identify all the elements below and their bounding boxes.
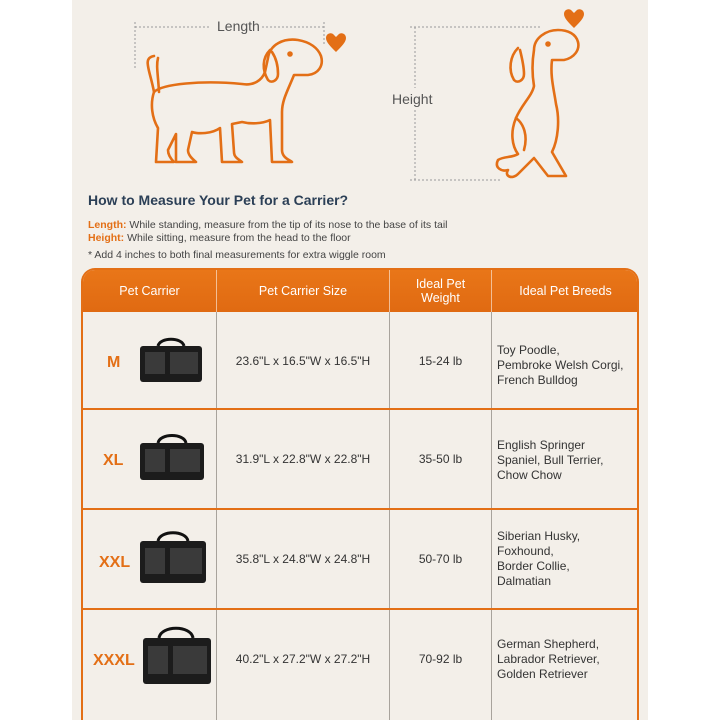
size-guide-card — [72, 0, 648, 720]
heart-icon — [326, 33, 346, 52]
header-ideal-breeds: Ideal Pet Breeds — [519, 284, 612, 298]
breed-item: Spaniel, Bull Terrier, — [497, 453, 604, 467]
breed-item: English Springer — [497, 438, 586, 452]
length-instruction — [88, 219, 448, 231]
measurement-diagram — [72, 0, 648, 190]
size-table — [81, 268, 639, 720]
breed-item: French Bulldog — [497, 373, 578, 387]
ideal-weight: 15-24 lb — [418, 354, 463, 368]
height-instruction — [88, 232, 351, 244]
column-divider — [389, 270, 390, 312]
carrier-image — [136, 430, 208, 482]
ideal-weight: 35-50 lb — [418, 452, 463, 466]
carrier-size: 31.9"L x 22.8"W x 22.8"H — [235, 452, 371, 466]
column-divider — [216, 270, 217, 312]
length-label: Length — [217, 18, 260, 34]
length-term: Length: — [88, 219, 127, 231]
heart-icon — [564, 9, 584, 28]
header-carrier-size: Pet Carrier Size — [258, 284, 348, 298]
breed-item: Foxhound, — [497, 544, 554, 558]
breed-item: Siberian Husky, — [497, 529, 581, 543]
header-ideal-weight-line1: Ideal Pet — [415, 277, 466, 291]
size-label: XXL — [99, 554, 131, 571]
ideal-breeds — [497, 637, 600, 682]
standing-dog-icon — [148, 40, 322, 162]
size-label: XL — [103, 452, 124, 469]
table-row — [83, 410, 637, 508]
size-label: M — [107, 354, 121, 371]
ideal-weight: 50-70 lb — [418, 552, 463, 566]
height-label: Height — [392, 91, 433, 107]
ideal-weight: 70-92 lb — [418, 652, 463, 666]
breed-item: German Shepherd, — [497, 637, 600, 651]
guide-title: How to Measure Your Pet for a Carrier? — [88, 192, 349, 208]
table-row — [83, 312, 637, 408]
breed-item: Dalmatian — [497, 574, 552, 588]
carrier-size: 35.8"L x 24.8"W x 24.8"H — [235, 552, 371, 566]
column-divider — [491, 270, 492, 312]
carrier-image — [139, 622, 215, 686]
sitting-dog-icon — [497, 30, 578, 177]
ideal-breeds — [497, 438, 604, 483]
table-row — [83, 510, 637, 608]
breed-item: Toy Poodle, — [497, 343, 560, 357]
size-label: XXXL — [93, 652, 135, 669]
carrier-image — [136, 527, 210, 585]
table-row — [83, 610, 637, 720]
header-ideal-weight-line2: Weight — [421, 291, 460, 305]
breed-item: Golden Retriever — [497, 667, 588, 681]
ideal-breeds — [497, 343, 624, 388]
header-ideal-weight — [390, 270, 491, 312]
breed-item: Border Collie, — [497, 559, 570, 573]
carrier-image — [136, 334, 206, 384]
ideal-breeds — [497, 529, 580, 589]
carrier-size: 40.2"L x 27.2"W x 27.2"H — [235, 652, 371, 666]
breed-item: Pembroke Welsh Corgi, — [497, 358, 624, 372]
carrier-size: 23.6"L x 16.5"W x 16.5"H — [235, 354, 371, 368]
breed-item: Labrador Retriever, — [497, 652, 600, 666]
header-pet-carrier: Pet Carrier — [119, 284, 180, 298]
breed-item: Chow Chow — [497, 468, 562, 482]
length-text: While standing, measure from the tip of its nose to the base of its tail — [126, 219, 448, 231]
extra-room-note: * Add 4 inches to both final measurements for extra wiggle room — [88, 249, 386, 261]
height-text: While sitting, measure from the head to the floor — [124, 232, 351, 244]
height-term: Height: — [88, 232, 125, 244]
